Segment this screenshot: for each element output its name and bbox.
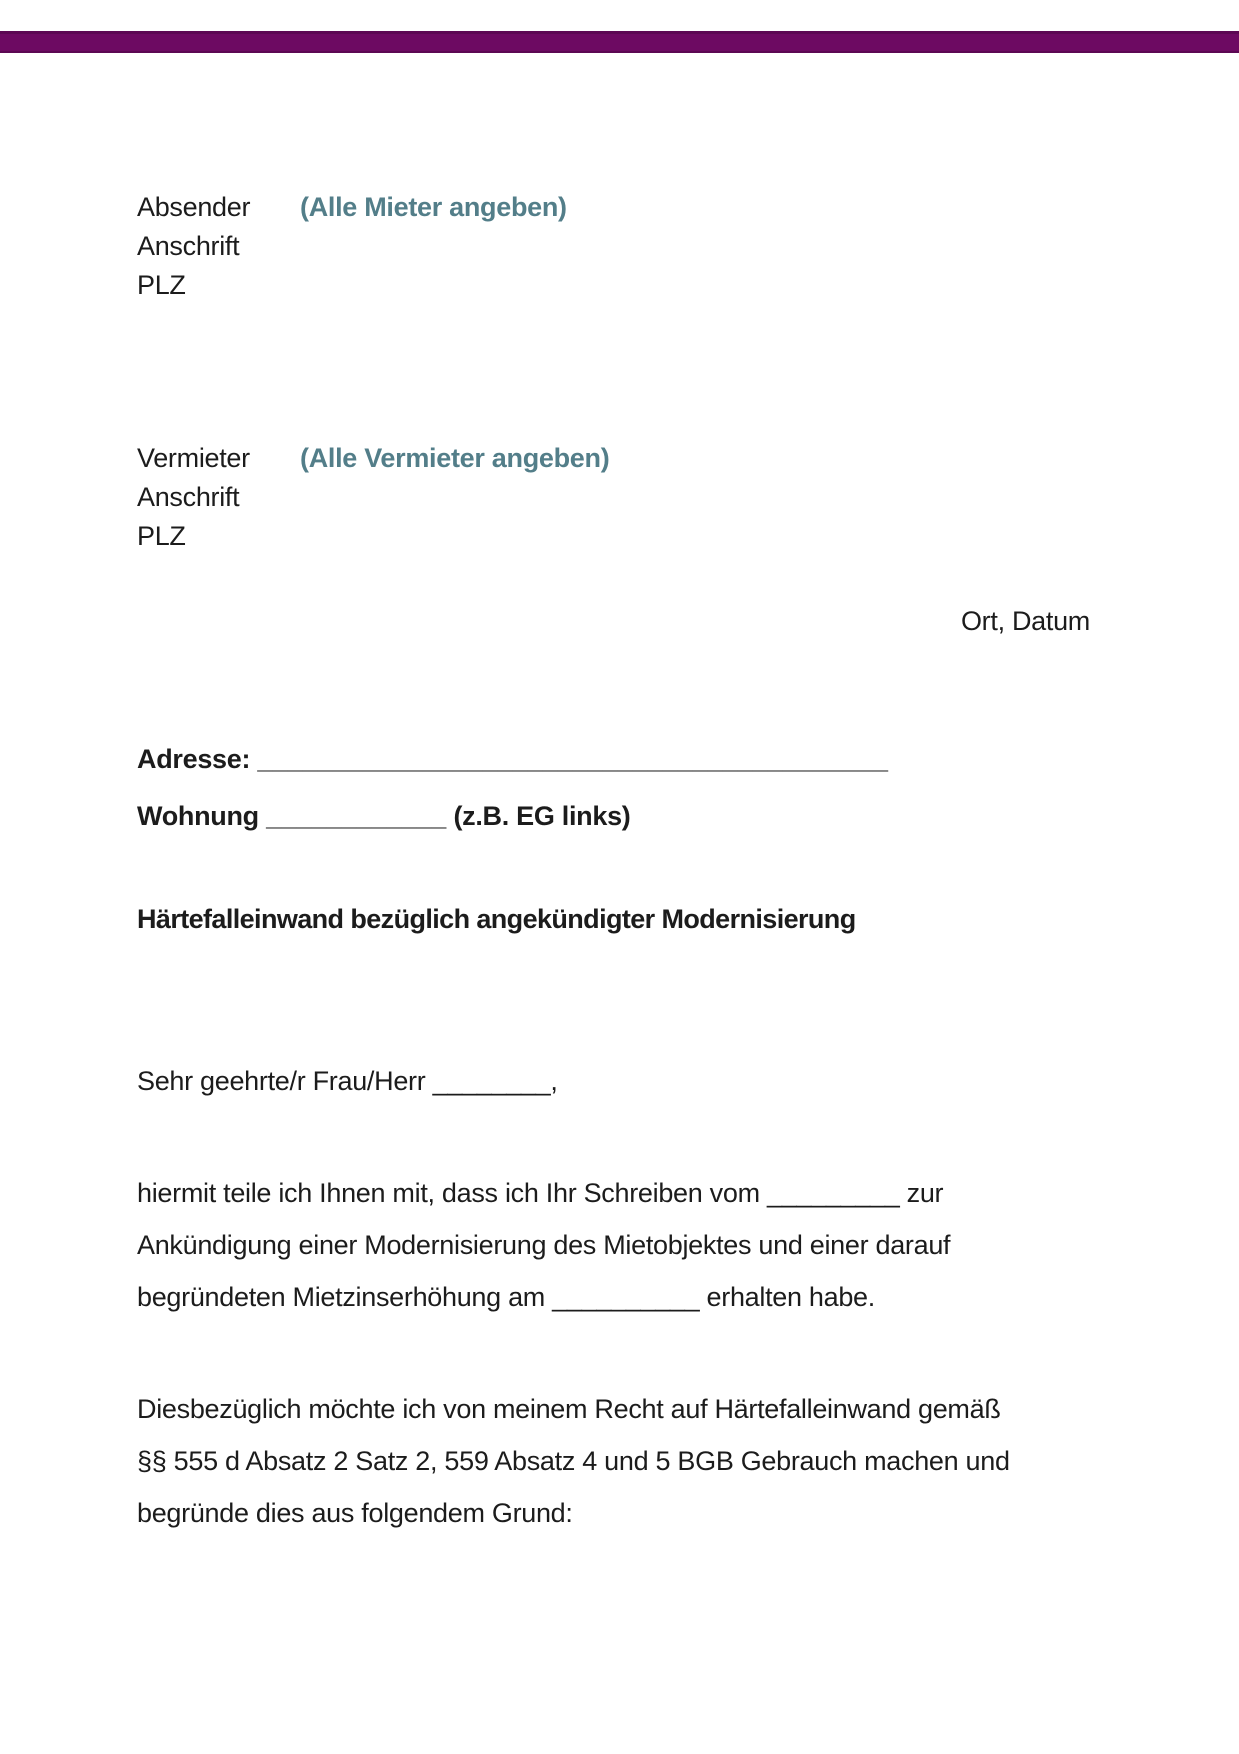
paragraph-2-line-3: begründe dies aus folgendem Grund: [137, 1498, 573, 1528]
landlord-street-line: Anschrift [137, 482, 240, 512]
paragraph-1-line-1: hiermit teile ich Ihnen mit, dass ich Ihr Schreiben vom _________ zur [137, 1178, 944, 1208]
subject-line: Härtefalleinwand bezüglich angekündigter Modernisierung [137, 904, 856, 934]
top-accent-bar [0, 31, 1239, 53]
sender-plz-line: PLZ [137, 270, 186, 300]
salutation: Sehr geehrte/r Frau/Herr ________, [137, 1066, 558, 1096]
sender-label: Absender [137, 192, 251, 222]
paragraph-1-line-3: begründeten Mietzinserhöhung am __________ erhalten habe. [137, 1282, 875, 1312]
landlord-hint: (Alle Vermieter angeben) [300, 443, 610, 473]
sender-row [137, 188, 567, 227]
paragraph-2 [137, 1383, 1010, 1539]
sender-hint: (Alle Mieter angeben) [300, 192, 567, 222]
landlord-row [137, 439, 609, 478]
address-blank: __________________________________________ [257, 744, 889, 774]
sender-block [137, 188, 567, 305]
paragraph-1-line-2: Ankündigung einer Modernisierung des Mietobjektes und einer darauf [137, 1230, 951, 1260]
address-label: Adresse: [137, 744, 251, 774]
apartment-line [137, 799, 631, 833]
apartment-blank: ____________ [266, 801, 447, 831]
place-date-line: Ort, Datum [960, 606, 1090, 636]
paragraph-2-line-1: Diesbezüglich möchte ich von meinem Recht auf Härtefalleinwand gemäß [137, 1394, 1001, 1424]
landlord-block [137, 439, 609, 556]
sender-street-line: Anschrift [137, 231, 240, 261]
landlord-label: Vermieter [137, 443, 250, 473]
landlord-plz-line: PLZ [137, 521, 186, 551]
apartment-example: (z.B. EG links) [453, 801, 631, 831]
apartment-label: Wohnung [137, 801, 259, 831]
paragraph-2-line-2: §§ 555 d Absatz 2 Satz 2, 559 Absatz 4 und 5 BGB Gebrauch machen und [137, 1446, 1010, 1476]
address-line [137, 742, 888, 776]
paragraph-1 [137, 1167, 950, 1323]
